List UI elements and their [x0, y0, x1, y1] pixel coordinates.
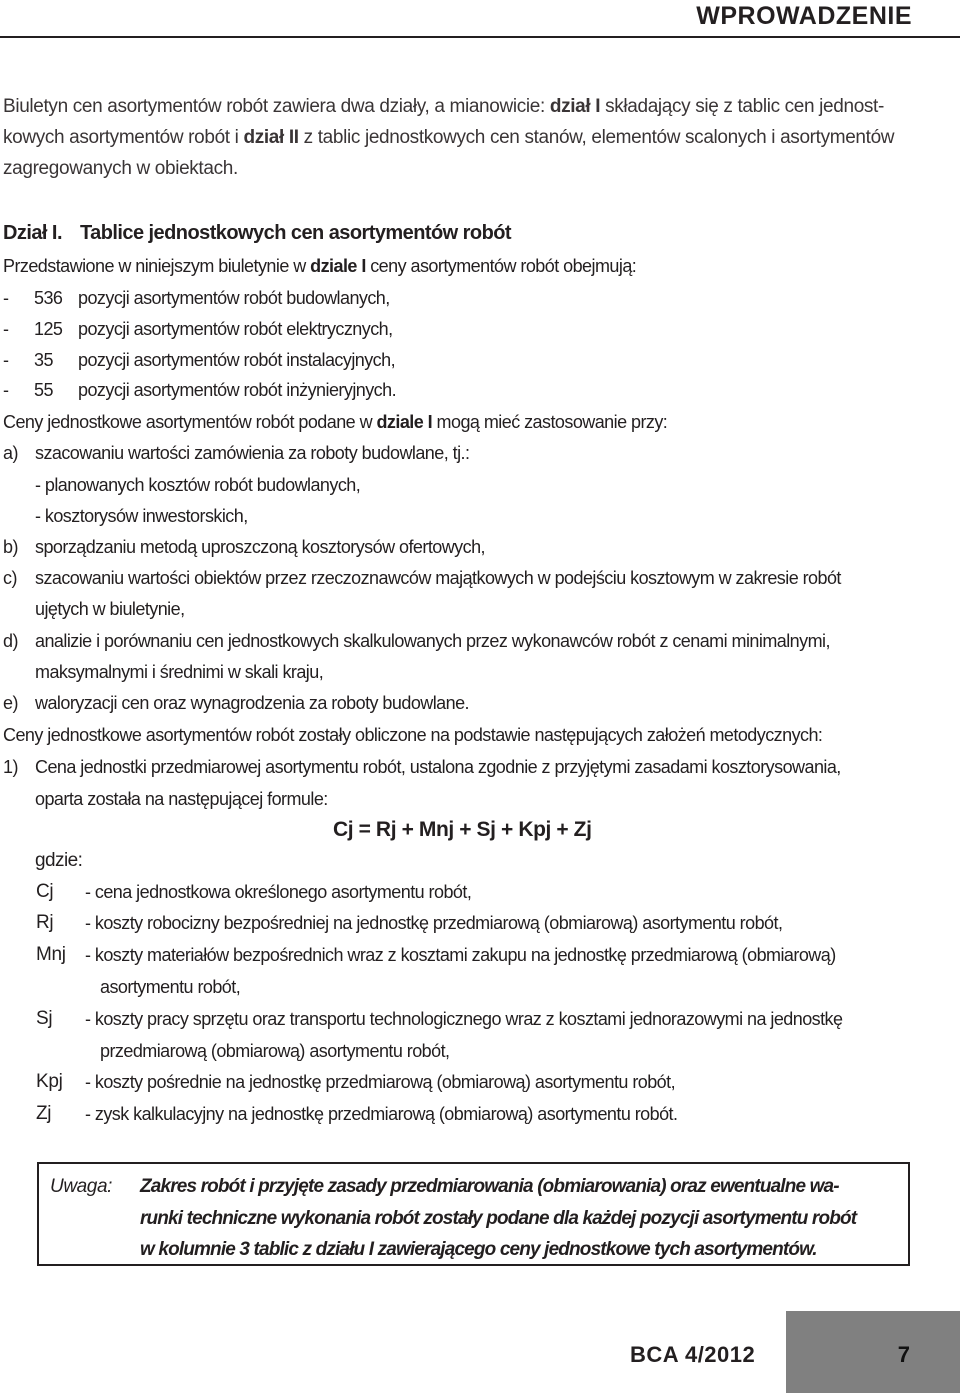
def-symbol: Mnj: [36, 944, 66, 965]
def-text: - koszty pracy sprzętu oraz transportu technologicznego wraz z kosztami jednorazowymi na jednostkę: [85, 1009, 843, 1029]
note-line-3: w kolumnie 3 tablic z działu I zawierającego ceny jednostkowe tych asortymentów.: [140, 1239, 817, 1260]
section-lead: Przedstawione w niniejszym biuletynie w dziale I ceny asortymentów robót obejmują:: [3, 256, 637, 276]
note-label: Uwaga:: [50, 1176, 113, 1197]
intro-line-3: zagregowanych w obiektach.: [3, 158, 238, 179]
section-title: Tablice jednostkowych cen asortymentów robót: [79, 222, 512, 244]
def-symbol: Zj: [36, 1103, 52, 1124]
def-text: - koszty materiałów bezpośrednich wraz z kosztami zakupu na jednostkę przedmiarową (obmiarową): [85, 945, 836, 965]
list-item: - 125 pozycji asortymentów robót elektrycznych,: [3, 319, 393, 339]
usage-subitem: - kosztorysów inwestorskich,: [35, 506, 248, 526]
section-heading: [3, 222, 511, 244]
def-text-cont: przedmiarową (obmiarową) asortymentu robót,: [100, 1041, 450, 1061]
footer-issue: BCA 4/2012: [630, 1342, 756, 1367]
method-item-1-cont: oparta została na następującej formule:: [35, 789, 328, 809]
usage-item-a: a) szacowaniu wartości zamówienia za roboty budowlane, tj.:: [3, 443, 470, 463]
list-item: - 536 pozycji asortymentów robót budowlanych,: [3, 288, 390, 308]
usage-lead: Ceny jednostkowe asortymentów robót podane w dziale I mogą mieć zastosowanie przy:: [3, 412, 668, 432]
note-box: [37, 1162, 910, 1266]
def-symbol: Sj: [36, 1008, 53, 1029]
intro-line-1: Biuletyn cen asortymentów robót zawiera dwa działy, a mianowicie: dział I składający się z tablic cen jednost-: [3, 96, 884, 117]
usage-item-c-cont: ujętych w biuletynie,: [35, 599, 185, 619]
page-number: 7: [897, 1342, 910, 1367]
def-text: - zysk kalkulacyjny na jednostkę przedmiarową (obmiarową) asortymentu robót.: [85, 1104, 678, 1124]
usage-item-d: d) analizie i porównaniu cen jednostkowych skalkulowanych przez wykonawców robót z cenami minimalnymi,: [3, 631, 830, 651]
where-label: gdzie:: [35, 850, 83, 871]
usage-item-c: c) szacowaniu wartości obiektów przez rzeczoznawców majątkowych w podejściu kosztowym w zakresie robót: [3, 568, 841, 588]
list-item: - 55 pozycji asortymentów robót inżynieryjnych.: [3, 380, 397, 400]
header-title: WPROWADZENIE: [696, 2, 912, 30]
def-text: - cena jednostkowa określonego asortymentu robót,: [85, 882, 472, 902]
intro-line-2: kowych asortymentów robót i dział II z tablic jednostkowych cen stanów, elementów scalonych i asortymentów: [3, 127, 895, 148]
note-line-2: runki techniczne wykonania robót zostały podane dla każdej pozycji asortymentu robót: [140, 1208, 857, 1229]
footer-page-box: [786, 1311, 960, 1393]
def-text: - koszty robocizny bezpośredniej na jednostkę przedmiarową (obmiarową) asortymentu robót,: [85, 913, 783, 933]
method-item-1: 1) Cena jednostki przedmiarowej asortymentu robót, ustalona zgodnie z przyjętymi zasadami kosztorysowania,: [3, 757, 841, 777]
usage-item-d-cont: maksymalnymi i średnimi w skali kraju,: [35, 662, 324, 682]
note-line-1: Zakres robót i przyjęte zasady przedmiarowania (obmiarowania) oraz ewentualne wa-: [140, 1176, 839, 1197]
usage-subitem: - planowanych kosztów robót budowlanych,: [35, 475, 361, 495]
def-symbol: Kpj: [36, 1071, 63, 1092]
method-lead: Ceny jednostkowe asortymentów robót zostały obliczone na podstawie następujących założeń metodycznych:: [3, 725, 823, 745]
def-text-cont: asortymentu robót,: [100, 977, 241, 997]
usage-item-b: b) sporządzaniu metodą uproszczoną kosztorysów ofertowych,: [3, 537, 485, 557]
section-label: Dział I.: [3, 222, 62, 244]
page-header: [0, 0, 960, 38]
def-symbol: Rj: [36, 912, 54, 933]
usage-item-e: e) waloryzacji cen oraz wynagrodzenia za roboty budowlane.: [3, 693, 470, 713]
def-symbol: Cj: [36, 881, 54, 902]
cost-formula: Cj = Rj + Mnj + Sj + Kpj + Zj: [333, 818, 592, 841]
def-text: - koszty pośrednie na jednostkę przedmiarową (obmiarową) asortymentu robót,: [85, 1072, 676, 1092]
list-item: - 35 pozycji asortymentów robót instalacyjnych,: [3, 350, 396, 370]
